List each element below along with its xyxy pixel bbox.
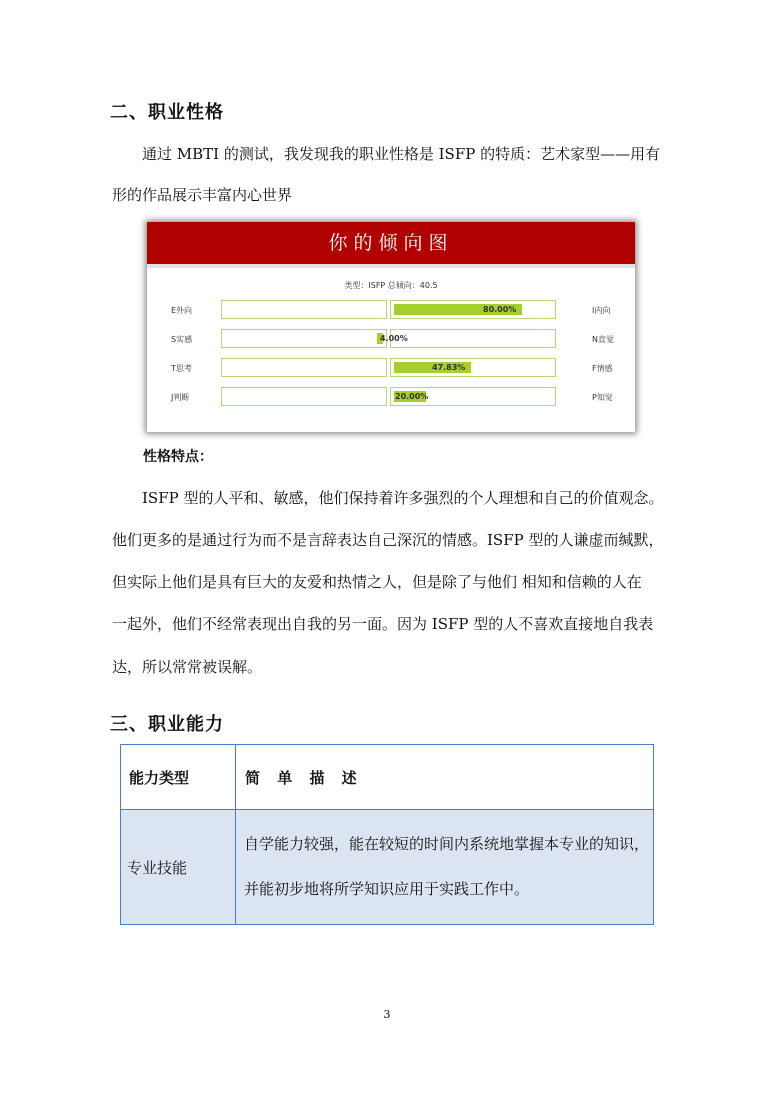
- traits-line-4: 一起外，他们不经常表现出自我的另一面。因为 ISFP 型的人不喜欢直接地自我表: [112, 615, 654, 633]
- chart-value-label: 47.83%: [432, 363, 466, 372]
- chart-right-track: [390, 300, 556, 319]
- traits-line-3: 但实际上他们是具有巨大的友爱和热情之人，但是除了与他们 相知和信赖的人在: [112, 573, 642, 591]
- chart-left-label: T思考: [171, 364, 192, 373]
- chart-left-label: E外向: [171, 306, 193, 315]
- chart-value-label: 20.00%: [395, 392, 429, 401]
- traits-line-2: 他们更多的是通过行为而不是言辞表达自己深沉的情感。ISFP 型的人谦虚而缄默，: [112, 531, 664, 549]
- chart-left-label: J判断: [171, 393, 190, 402]
- description-line-2: 并能初步地将所学知识应用于实践工作中。: [244, 880, 530, 898]
- cell-ability-type: 专业技能: [121, 810, 236, 925]
- chart-left-track: [221, 329, 387, 348]
- table-header-row: [121, 745, 654, 810]
- chart-right-track: [390, 358, 556, 377]
- chart-title: 你的倾向图: [147, 222, 635, 268]
- mbti-tendency-chart: [147, 222, 635, 432]
- intro-line-1: 通过 MBTI 的测试，我发现我的职业性格是 ISFP 的特质：艺术家型——用有: [142, 145, 661, 163]
- section-heading-career-ability: 三、职业能力: [110, 714, 224, 735]
- chart-left-track: [221, 300, 387, 319]
- traits-line-5: 达，所以常常被误解。: [112, 658, 263, 676]
- traits-line-1: ISFP 型的人平和、敏感，他们保持着许多强烈的个人理想和自己的价值观念。: [142, 489, 664, 507]
- table-row: [121, 810, 654, 925]
- chart-value-label: 80.00%: [483, 305, 517, 314]
- chart-right-label: F情感: [592, 364, 613, 373]
- chart-right-label: N直觉: [592, 335, 614, 344]
- chart-left-track: [221, 387, 387, 406]
- chart-right-label: P知觉: [592, 393, 613, 402]
- chart-left-label: S实感: [171, 335, 193, 344]
- ability-table: [120, 744, 654, 925]
- chart-right-track: [390, 329, 556, 348]
- cell-description: [236, 810, 654, 925]
- header-description: 简 单 描 述: [236, 745, 654, 810]
- section-heading-career-personality: 二、职业性格: [110, 102, 224, 123]
- chart-right-label: I内向: [592, 306, 611, 315]
- chart-left-track: [221, 358, 387, 377]
- intro-line-2: 形的作品展示丰富内心世界: [112, 186, 293, 204]
- chart-value-label: 4.00%: [380, 334, 408, 343]
- header-ability-type: 能力类型: [121, 745, 236, 810]
- description-line-1: 自学能力较强，能在较短的时间内系统地掌握本专业的知识，: [244, 835, 650, 853]
- chart-subtitle: 类型：ISFP 总倾向：40.5: [344, 281, 438, 290]
- page-number: 3: [383, 1008, 391, 1021]
- traits-title: 性格特点：: [143, 449, 213, 465]
